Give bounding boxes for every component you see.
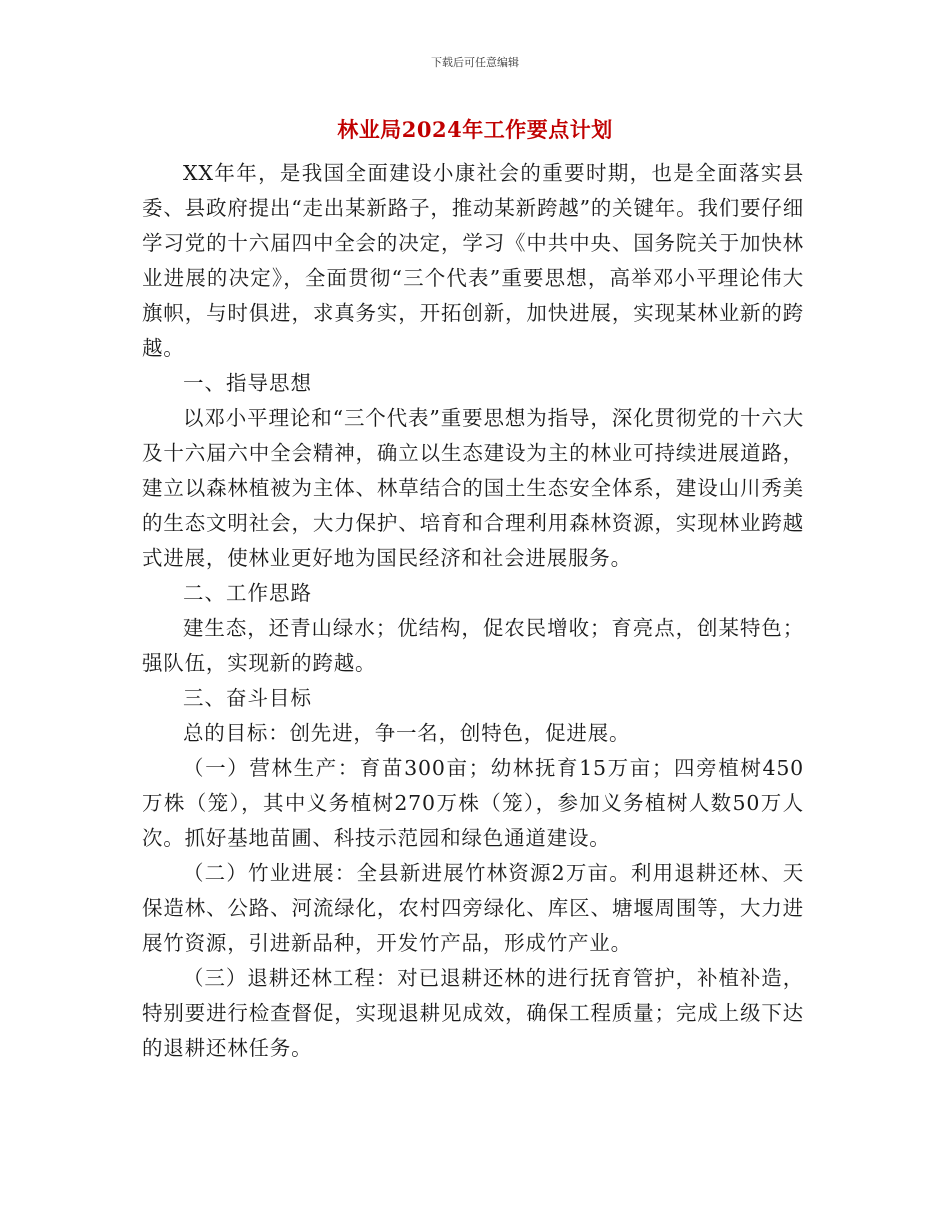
goal-bamboo-development: （二）竹业进展：全县新进展竹林资源2万亩。利用退耕还林、天保造林、公路、河流绿化，农村四旁绿化、库区、塘堰周围等，大力进展竹资源，引进新品种，开发竹产品，形成竹产业。 xyxy=(142,861,804,955)
section-heading-guiding-ideology: 一、指导思想 xyxy=(183,371,312,395)
overall-goal-paragraph: 总的目标：创先进，争一名，创特色，促进展。 xyxy=(183,721,631,745)
goal-grain-to-green: （三）退耕还林工程：对已退耕还林的进行抚育管护，补植补造，特别要进行检查督促，实现退耕见成效，确保工程质量；完成上级下达的退耕还林任务。 xyxy=(142,966,804,1060)
intro-paragraph: XX年年，是我国全面建设小康社会的重要时期，也是全面落实县委、县政府提出“走出某新路子，推动某新跨越”的关键年。我们要仔细学习党的十六届四中全会的决定，学习《中共中央、国务院关于加快林业进展的决定》，全面贯彻“三个代表”重要思想，高举邓小平理论伟大旗帜，与时俱进，求真务实，开拓创新，加快进展，实现某林业新的跨越。 xyxy=(142,161,804,360)
section-heading-goals: 三、奋斗目标 xyxy=(183,686,312,710)
guiding-ideology-paragraph: 以邓小平理论和“三个代表”重要思想为指导，深化贯彻党的十六大及十六届六中全会精神，确立以生态建设为主的林业可持续进展道路，建立以森林植被为主体、林草结合的国土生态安全体系，建设山川秀美的生态文明社会，大力保护、培育和合理利用森林资源，实现林业跨越式进展，使林业更好地为国民经济和社会进展服务。 xyxy=(142,406,804,570)
goal-forestry-production: （一）营林生产：育苗300亩；幼林抚育15万亩；四旁植树450万株（笼），其中义务植树270万株（笼），参加义务植树人数50万人次。抓好基地苗圃、科技示范园和绿色通道建设。 xyxy=(142,756,804,850)
work-approach-paragraph: 建生态，还青山绿水；优结构，促农民增收；育亮点，创某特色；强队伍，实现新的跨越。 xyxy=(142,616,804,675)
document-title: 林业局2024年工作要点计划 xyxy=(337,117,613,142)
page-header-note: 下载后可任意编辑 xyxy=(431,56,519,69)
document-body xyxy=(142,156,804,1066)
section-heading-work-approach: 二、工作思路 xyxy=(183,581,312,605)
